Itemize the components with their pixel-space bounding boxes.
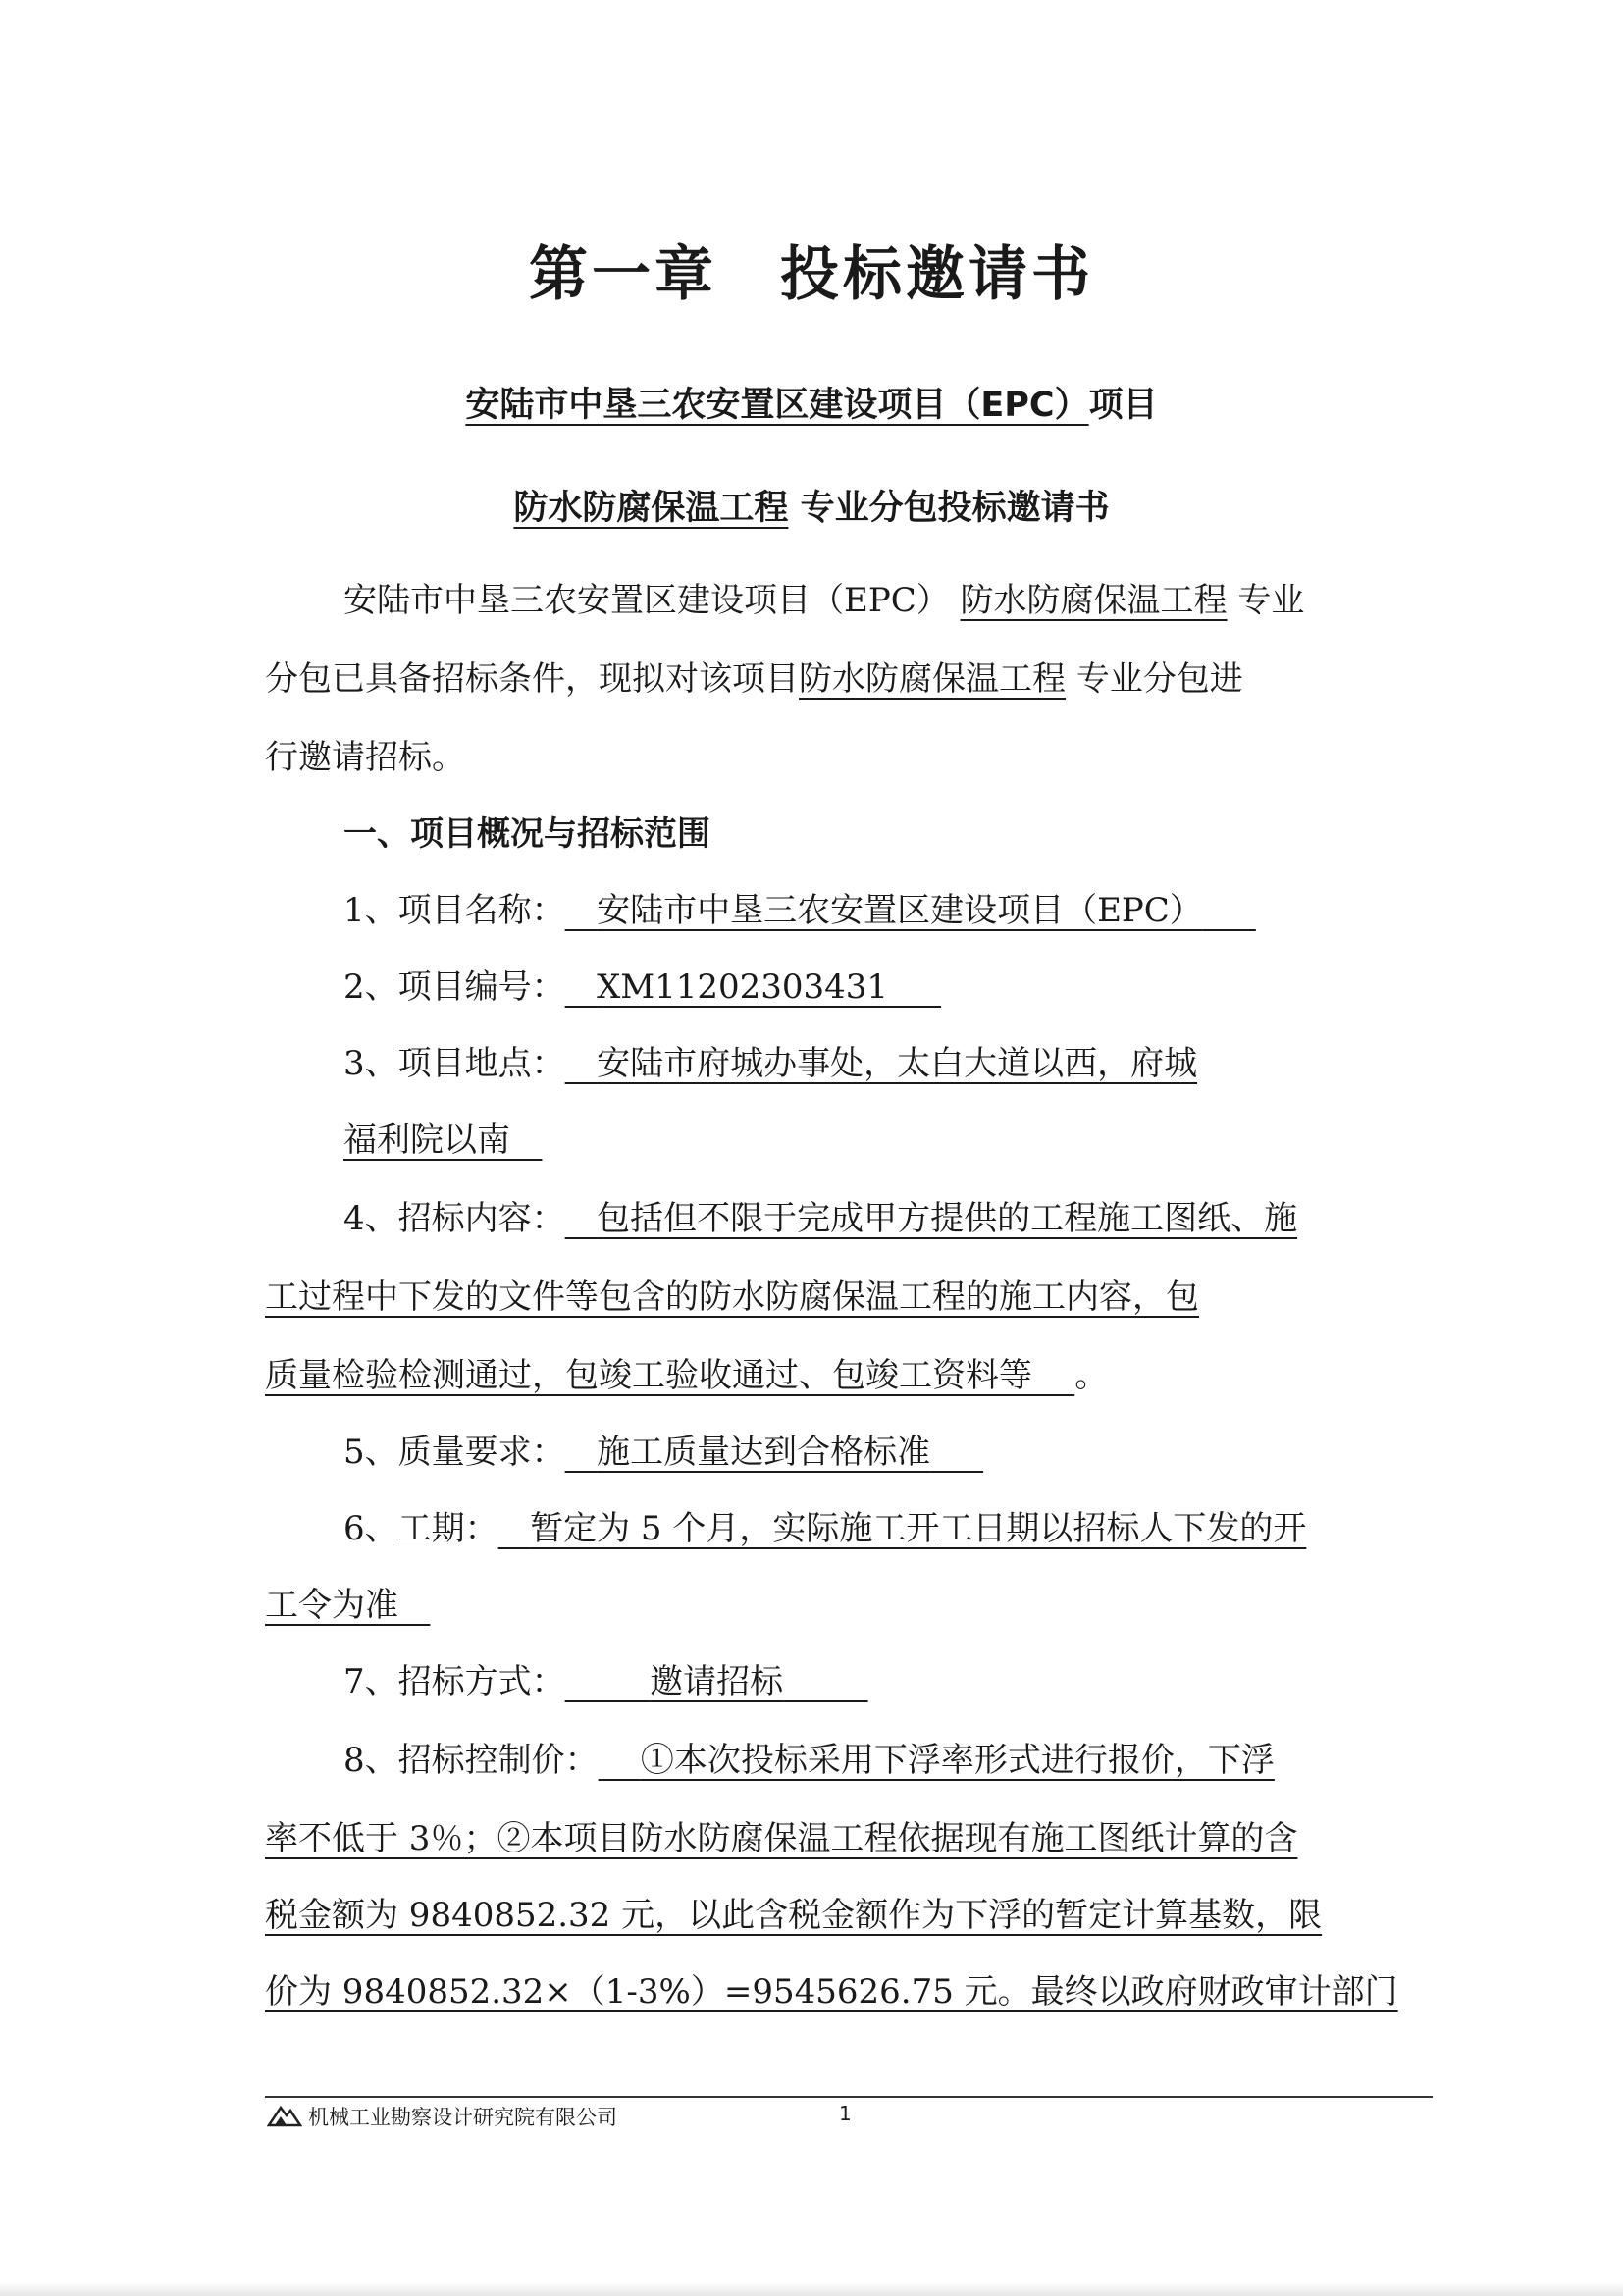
control-price-value-4: 价为 9840852.32×（1-3%）=9545626.75 元。最终以政府财政审计部门 [265, 1972, 1398, 2011]
intro-line-1 [343, 577, 1511, 624]
control-price-label: 8、招标控制价： [343, 1741, 599, 1780]
project-location-label: 3、项目地点： [343, 1044, 565, 1083]
intro-line-2 [265, 655, 1433, 703]
period-value-1: 暂定为 5 个月，实际施工开工日期以招标人下发的开 [530, 1509, 1307, 1548]
footer-rule [265, 2096, 1433, 2098]
project-location-value-1: 安陆市府城办事处，太白大道以西，府城 [597, 1044, 1198, 1083]
bid-content-value-2: 工过程中下发的文件等包含的防水防腐保温工程的施工内容，包 [265, 1278, 1199, 1317]
method-label: 7、招标方式： [343, 1662, 565, 1701]
item-period-cont [265, 1582, 1433, 1629]
item-bid-content-cont-1 [265, 1274, 1433, 1321]
subtitle-scope: 防水防腐保温工程 [513, 489, 789, 528]
project-code-value: XM11202303431 [597, 967, 889, 1007]
intro-tail-2: 专业分包进 [1075, 659, 1243, 699]
subtitle-suffix-1: 项目 [1088, 386, 1158, 425]
project-code-label: 2、项目编号： [343, 967, 565, 1007]
subtitle-line-1 [0, 378, 1623, 427]
item-project-name [343, 887, 1511, 934]
item-period [343, 1505, 1511, 1552]
subtitle-project-name: 安陆市中垦三农安置区建设项目（EPC） [465, 386, 1089, 425]
control-price-value-3: 税金额为 9840852.32 元，以此含税金额作为下浮的暂定计算基数，限 [265, 1896, 1323, 1935]
project-name-value: 安陆市中垦三农安置区建设项目（EPC） [597, 891, 1203, 930]
mountain-logo-icon [267, 2102, 302, 2127]
footer-company-name: 机械工业勘察设计研究院有限公司 [308, 2106, 617, 2129]
intro-head-2: 分包已具备招标条件，现拟对该项目 [265, 659, 799, 699]
item-project-code [343, 964, 1511, 1011]
quality-value: 施工质量达到合格标准 [597, 1433, 931, 1472]
intro-scope-1: 防水防腐保温工程 [960, 581, 1228, 620]
footer-page-number: 1 [839, 2102, 852, 2125]
intro-scope-2: 防水防腐保温工程 [799, 659, 1066, 699]
project-name-label: 1、项目名称： [343, 891, 565, 930]
bid-content-value-3: 质量检验检测通过，包竣工验收通过、包竣工资料等 [265, 1356, 1032, 1395]
project-location-value-2: 福利院以南 [343, 1121, 510, 1160]
control-price-value-1: ①本次投标采用下浮率形式进行报价，下浮 [640, 1741, 1275, 1780]
item-control-price-cont-1 [265, 1815, 1433, 1862]
subtitle-suffix-2: 专业分包投标邀请书 [800, 489, 1110, 528]
item-control-price [343, 1737, 1511, 1784]
bid-content-end: 。 [1074, 1356, 1109, 1395]
subtitle-line-2 [0, 481, 1623, 530]
item-bid-content [343, 1195, 1511, 1242]
bid-content-value-1: 包括但不限于完成甲方提供的工程施工图纸、施 [597, 1199, 1298, 1238]
bid-content-label: 4、招标内容： [343, 1199, 565, 1238]
item-quality [343, 1429, 1511, 1476]
item-control-price-cont-2 [265, 1892, 1433, 1939]
item-bid-content-cont-2 [265, 1352, 1433, 1399]
item-project-location [343, 1040, 1511, 1087]
intro-line-3: 行邀请招标。 [265, 738, 465, 777]
intro-tail-1: 专业 [1237, 581, 1305, 620]
section-1-heading: 一、项目概况与招标范围 [343, 814, 710, 854]
item-control-price-cont-3 [265, 1968, 1433, 2015]
chapter-title: 第一章 投标邀请书 [529, 240, 1094, 309]
method-value: 邀请招标 [650, 1662, 784, 1701]
intro-project: 安陆市中垦三农安置区建设项目（EPC） [343, 581, 950, 620]
item-method [343, 1658, 1511, 1705]
control-price-value-2: 率不低于 3％；②本项目防水防腐保温工程依据现有施工图纸计算的含 [265, 1819, 1298, 1858]
scan-bottom-edge [0, 2282, 1623, 2296]
item-project-location-cont [343, 1117, 1511, 1164]
period-label: 6、工期： [343, 1509, 498, 1548]
quality-label: 5、质量要求： [343, 1433, 565, 1472]
period-value-2: 工令为准 [265, 1586, 398, 1625]
